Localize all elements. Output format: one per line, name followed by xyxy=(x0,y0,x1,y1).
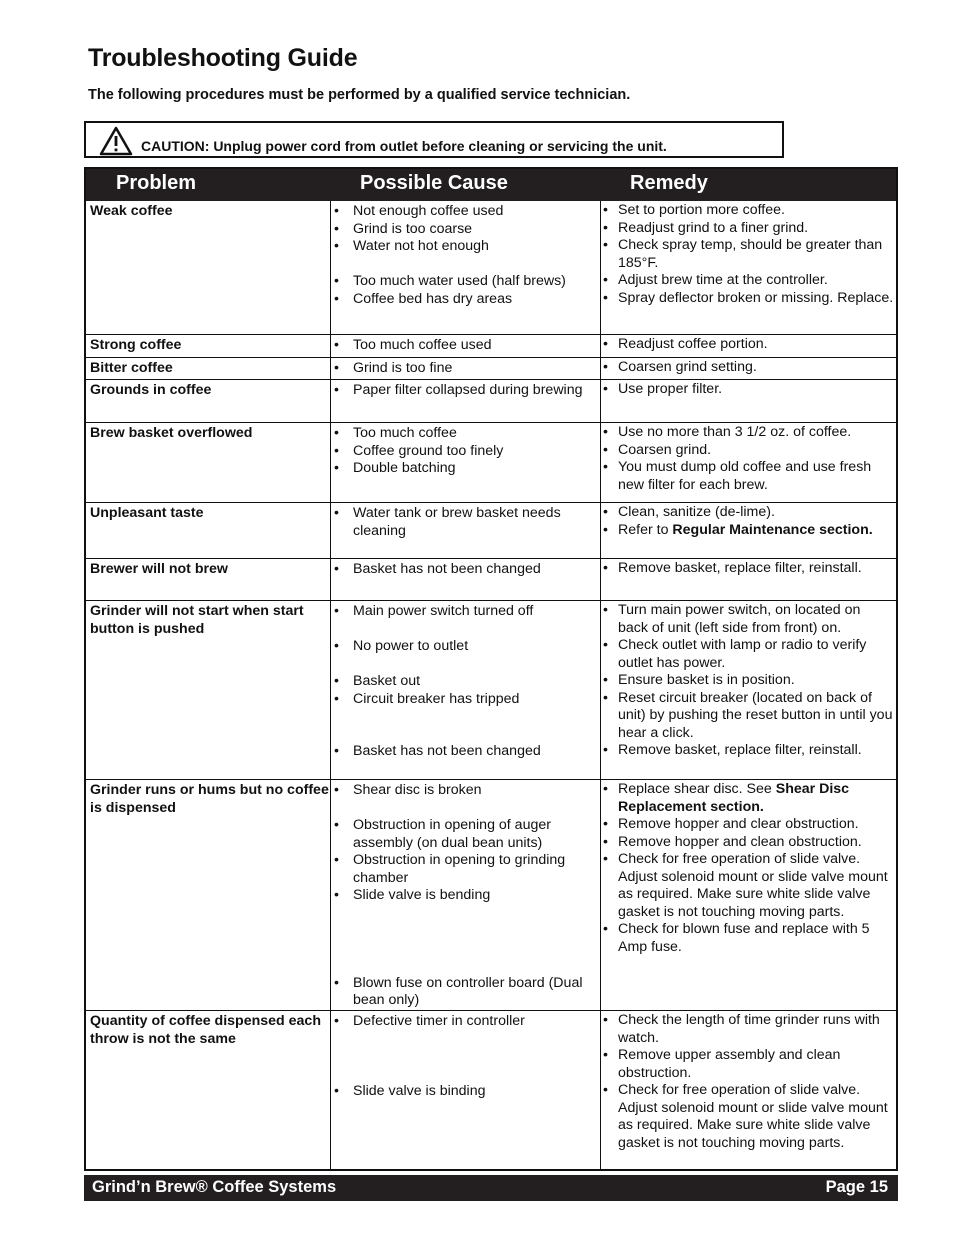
remedy-text: Remove basket, replace filter, reinstall. xyxy=(618,742,862,758)
cause-item xyxy=(332,1048,594,1066)
remedy-text: Ensure basket is in position. xyxy=(618,672,795,688)
bullet: • xyxy=(603,833,608,850)
cause-item xyxy=(332,221,594,239)
bullet: • xyxy=(603,921,608,937)
bullet: • xyxy=(603,336,608,352)
remedy-item xyxy=(602,202,894,220)
cause-text: Coffee ground too finely xyxy=(353,442,504,459)
remedy-text: Reset circuit breaker (located on back of unit) by pushing the reset button in until you hear a click. xyxy=(618,689,893,741)
bullet: • xyxy=(603,1082,608,1098)
bullet: • xyxy=(334,782,339,798)
bullet: • xyxy=(603,381,608,397)
cause-cell xyxy=(332,337,594,355)
problem-cell: Grounds in coffee xyxy=(90,382,212,398)
problem-cell: Weak coffee xyxy=(90,203,173,219)
remedy-text: Remove hopper and clean obstruction. xyxy=(618,833,862,850)
bullet: • xyxy=(334,817,339,833)
remedy-item xyxy=(602,290,894,308)
cause-item xyxy=(332,1066,594,1084)
cause-text: Basket has not been changed xyxy=(353,743,541,759)
bullet: • xyxy=(334,382,339,398)
remedy-text: Check for free operation of slide valve. Adjust solenoid mount or slide valve mount as required. Make sure white slide valve gasket is not touching moving parts. xyxy=(618,1082,888,1151)
cause-text: Too much coffee xyxy=(353,425,457,441)
cause-text: Defective timer in controller xyxy=(353,1013,525,1029)
remedy-cell xyxy=(602,336,894,354)
remedy-cell xyxy=(602,504,894,539)
remedy-item xyxy=(602,220,894,238)
cause-item xyxy=(332,256,594,274)
problem-cell: Unpleasant taste xyxy=(90,505,204,521)
bullet: • xyxy=(334,238,339,254)
bullet: • xyxy=(334,1013,339,1029)
remedy-cell xyxy=(602,602,894,760)
cause-text: Basket has not been changed xyxy=(353,561,541,577)
cause-text: Slide valve is bending xyxy=(353,887,491,903)
cause-item xyxy=(332,425,594,443)
bullet: • xyxy=(603,560,608,576)
cause-item xyxy=(332,743,594,761)
bullet: • xyxy=(603,359,608,375)
remedy-item xyxy=(602,672,894,690)
cause-item xyxy=(332,782,594,800)
bullet: • xyxy=(334,887,339,903)
problem-cell: Grinder will not start when start button is pushed xyxy=(90,603,304,637)
cause-item xyxy=(332,852,594,887)
section-reference: Regular Maintenance section. xyxy=(672,521,873,538)
cause-text: Water not hot enough xyxy=(353,238,489,254)
remedy-cell xyxy=(602,781,894,956)
bullet: • xyxy=(334,603,339,619)
remedy-item xyxy=(602,424,894,442)
bullet: • xyxy=(603,1047,608,1063)
remedy-text: Check for free operation of slide valve. Adjust solenoid mount or slide valve mount as required. Make sure white slide valve gasket is not touching moving parts. xyxy=(618,851,888,920)
cause-text: Obstruction in opening to grinding chamber xyxy=(353,852,566,886)
cause-item xyxy=(332,561,594,579)
remedy-item xyxy=(602,602,894,637)
page-footer xyxy=(84,1175,898,1201)
cause-item xyxy=(332,708,594,726)
bullet: • xyxy=(603,851,608,867)
remedy-text: Check for blown fuse and replace with 5 Amp fuse. xyxy=(618,921,870,955)
remedy-item xyxy=(602,1047,894,1082)
cause-cell xyxy=(332,782,594,1010)
cause-item xyxy=(332,673,594,691)
cause-text: Shear disc is broken xyxy=(353,782,482,798)
remedy-item xyxy=(602,237,894,272)
remedy-text: Replace shear disc. See Shear Disc Replacement section. xyxy=(618,781,850,815)
cause-item xyxy=(332,1013,594,1031)
bullet: • xyxy=(334,460,339,476)
cause-item xyxy=(332,638,594,656)
footer-product-name: Grind’n Brew® Coffee Systems xyxy=(92,1178,337,1196)
remedy-text: Use proper filter. xyxy=(618,381,723,397)
remedy-item xyxy=(602,921,894,956)
remedy-text: Refer to Regular Maintenance section. xyxy=(618,521,873,538)
cause-item xyxy=(332,621,594,639)
remedy-cell xyxy=(602,202,894,307)
remedy-cell xyxy=(602,359,894,377)
cause-item xyxy=(332,273,594,291)
bullet: • xyxy=(334,273,339,289)
bullet: • xyxy=(334,337,339,353)
bullet: • xyxy=(603,237,608,253)
remedy-text: Remove upper assembly and clean obstruction. xyxy=(618,1047,841,1081)
cause-text: Main power switch turned off xyxy=(353,603,534,619)
cause-item xyxy=(332,975,594,1010)
remedy-cell xyxy=(602,381,894,399)
cause-text: Not enough coffee used xyxy=(353,203,504,219)
bullet: • xyxy=(603,637,608,653)
table-row xyxy=(86,559,896,601)
bullet: • xyxy=(603,424,608,440)
bullet: • xyxy=(603,459,608,475)
cause-text: Too much coffee used xyxy=(353,337,492,353)
remedy-text: Check the length of time grinder runs with watch. xyxy=(618,1012,880,1046)
bullet: • xyxy=(334,743,339,759)
bullet: • xyxy=(334,974,339,991)
cause-item xyxy=(332,337,594,355)
cause-item xyxy=(332,291,594,309)
bullet: • xyxy=(603,272,608,288)
cause-text: Grind is too coarse xyxy=(353,220,473,237)
remedy-text: Use no more than 3 1/2 oz. of coffee. xyxy=(618,424,852,440)
problem-cell: Bitter coffee xyxy=(90,360,173,376)
problem-cell: Quantity of coffee dispensed each throw is not the same xyxy=(90,1013,321,1047)
cause-text: Basket out xyxy=(353,673,421,689)
remedy-item xyxy=(602,1082,894,1152)
bullet: • xyxy=(603,816,608,832)
remedy-text: Set to portion more coffee. xyxy=(618,202,785,218)
remedy-item xyxy=(602,637,894,672)
bullet: • xyxy=(334,1083,339,1099)
remedy-item xyxy=(602,459,894,494)
bullet: • xyxy=(603,742,608,758)
remedy-text: Check outlet with lamp or radio to verify outlet has power. xyxy=(618,637,867,671)
cause-text: Too much water used (half brews) xyxy=(353,273,566,289)
cause-text: No power to outlet xyxy=(353,638,469,654)
warning-icon xyxy=(99,126,133,156)
remedy-item xyxy=(602,560,894,578)
bullet: • xyxy=(603,521,608,538)
cause-item xyxy=(332,957,594,975)
remedy-cell xyxy=(602,560,894,578)
cause-item xyxy=(332,505,594,540)
cause-text: Grind is too fine xyxy=(353,360,453,376)
remedy-item xyxy=(602,522,894,540)
cause-cell xyxy=(332,1013,594,1101)
remedy-item xyxy=(602,381,894,399)
cause-text: Slide valve is binding xyxy=(353,1083,486,1099)
bullet: • xyxy=(603,441,608,458)
bullet: • xyxy=(334,690,339,707)
bullet: • xyxy=(603,289,608,306)
bullet: • xyxy=(603,219,608,236)
cause-cell xyxy=(332,561,594,579)
remedy-text: Spray deflector broken or missing. Replace. xyxy=(618,289,894,306)
remedy-cell xyxy=(602,424,894,494)
remedy-text: You must dump old coffee and use fresh new filter for each brew. xyxy=(618,459,872,493)
page-title: Troubleshooting Guide xyxy=(88,44,358,72)
cause-text: Obstruction in opening of auger assembly (on dual bean units) xyxy=(353,817,551,851)
bullet: • xyxy=(334,852,339,868)
bullet: • xyxy=(603,202,608,218)
cause-item xyxy=(332,817,594,852)
bullet: • xyxy=(334,425,339,441)
remedy-item xyxy=(602,504,894,522)
cause-item xyxy=(332,905,594,923)
remedy-item xyxy=(602,442,894,460)
bullet: • xyxy=(334,220,339,237)
bullet: • xyxy=(603,672,608,688)
cause-item xyxy=(332,1031,594,1049)
caution-box xyxy=(84,121,784,158)
bullet: • xyxy=(334,203,339,219)
remedy-text: Turn main power switch, on located on back of unit (left side from front) on. xyxy=(618,602,861,636)
cause-text: Circuit breaker has tripped xyxy=(353,690,520,707)
table-row xyxy=(86,601,896,780)
remedy-cell xyxy=(602,1012,894,1152)
cause-item xyxy=(332,922,594,940)
cause-item xyxy=(332,238,594,256)
page-subtitle: The following procedures must be performed by a qualified service technician. xyxy=(88,87,631,103)
remedy-text: Remove hopper and clear obstruction. xyxy=(618,816,859,832)
problem-cell: Brew basket overflowed xyxy=(90,425,253,441)
cause-item xyxy=(332,360,594,378)
remedy-text: Check spray temp, should be greater than 185°F. xyxy=(618,237,883,271)
cause-cell xyxy=(332,360,594,378)
cause-cell xyxy=(332,382,594,400)
remedy-item xyxy=(602,690,894,743)
cause-item xyxy=(332,203,594,221)
section-reference: Shear Disc Replacement section. xyxy=(618,781,850,815)
remedy-item xyxy=(602,816,894,834)
table-row xyxy=(86,201,896,335)
remedy-item xyxy=(602,834,894,852)
bullet: • xyxy=(603,781,608,797)
bullet: • xyxy=(334,638,339,654)
remedy-text: Coarsen grind setting. xyxy=(618,359,757,375)
cause-item xyxy=(332,940,594,958)
remedy-item xyxy=(602,1012,894,1047)
table-row xyxy=(86,380,896,423)
remedy-text: Remove basket, replace filter, reinstall. xyxy=(618,560,862,576)
remedy-text: Readjust grind to a finer grind. xyxy=(618,219,809,236)
header-problem: Problem xyxy=(116,172,197,194)
table-row xyxy=(86,335,896,358)
remedy-text: Readjust coffee portion. xyxy=(618,336,768,352)
cause-cell xyxy=(332,425,594,478)
cause-text: Blown fuse on controller board (Dual bean only) xyxy=(353,974,583,1008)
header-remedy: Remedy xyxy=(630,172,708,194)
problem-cell: Grinder runs or hums but no coffee is dispensed xyxy=(90,782,329,816)
cause-text: Paper filter collapsed during brewing xyxy=(353,382,583,398)
remedy-text: Adjust brew time at the controller. xyxy=(618,272,828,288)
cause-cell xyxy=(332,203,594,308)
bullet: • xyxy=(603,689,608,706)
cause-item xyxy=(332,460,594,478)
cause-item xyxy=(332,1083,594,1101)
cause-cell xyxy=(332,505,594,540)
cause-item xyxy=(332,691,594,709)
remedy-item xyxy=(602,742,894,760)
remedy-text: Clean, sanitize (de-lime). xyxy=(618,504,775,520)
remedy-item xyxy=(602,851,894,921)
cause-item xyxy=(332,726,594,744)
table-row xyxy=(86,358,896,380)
cause-text: Coffee bed has dry areas xyxy=(353,290,513,307)
bullet: • xyxy=(334,360,339,376)
table-row xyxy=(86,780,896,1011)
bullet: • xyxy=(334,505,339,521)
remedy-item xyxy=(602,781,894,816)
bullet: • xyxy=(334,673,339,689)
remedy-item xyxy=(602,359,894,377)
cause-item xyxy=(332,800,594,818)
table-row xyxy=(86,1011,896,1169)
cause-text: Water tank or brew basket needs cleaning xyxy=(353,505,561,539)
bullet: • xyxy=(603,1012,608,1028)
bullet: • xyxy=(334,561,339,577)
bullet: • xyxy=(334,442,339,459)
cause-item xyxy=(332,603,594,621)
problem-cell: Brewer will not brew xyxy=(90,561,228,577)
cause-item xyxy=(332,887,594,905)
troubleshooting-table xyxy=(84,167,898,1171)
header-possible-cause: Possible Cause xyxy=(360,172,508,194)
problem-cell: Strong coffee xyxy=(90,337,182,353)
table-row xyxy=(86,423,896,503)
cause-text: Double batching xyxy=(353,460,456,476)
cause-item xyxy=(332,382,594,400)
caution-text: CAUTION: Unplug power cord from outlet before cleaning or servicing the unit. xyxy=(141,138,667,154)
table-row xyxy=(86,503,896,559)
footer-page-number: Page 15 xyxy=(825,1178,888,1196)
bullet: • xyxy=(603,504,608,520)
table-header xyxy=(86,169,896,201)
remedy-text: Coarsen grind. xyxy=(618,441,712,458)
cause-item xyxy=(332,656,594,674)
remedy-item xyxy=(602,336,894,354)
remedy-item xyxy=(602,272,894,290)
cause-item xyxy=(332,443,594,461)
cause-cell xyxy=(332,603,594,761)
bullet: • xyxy=(603,602,608,618)
bullet: • xyxy=(334,290,339,307)
